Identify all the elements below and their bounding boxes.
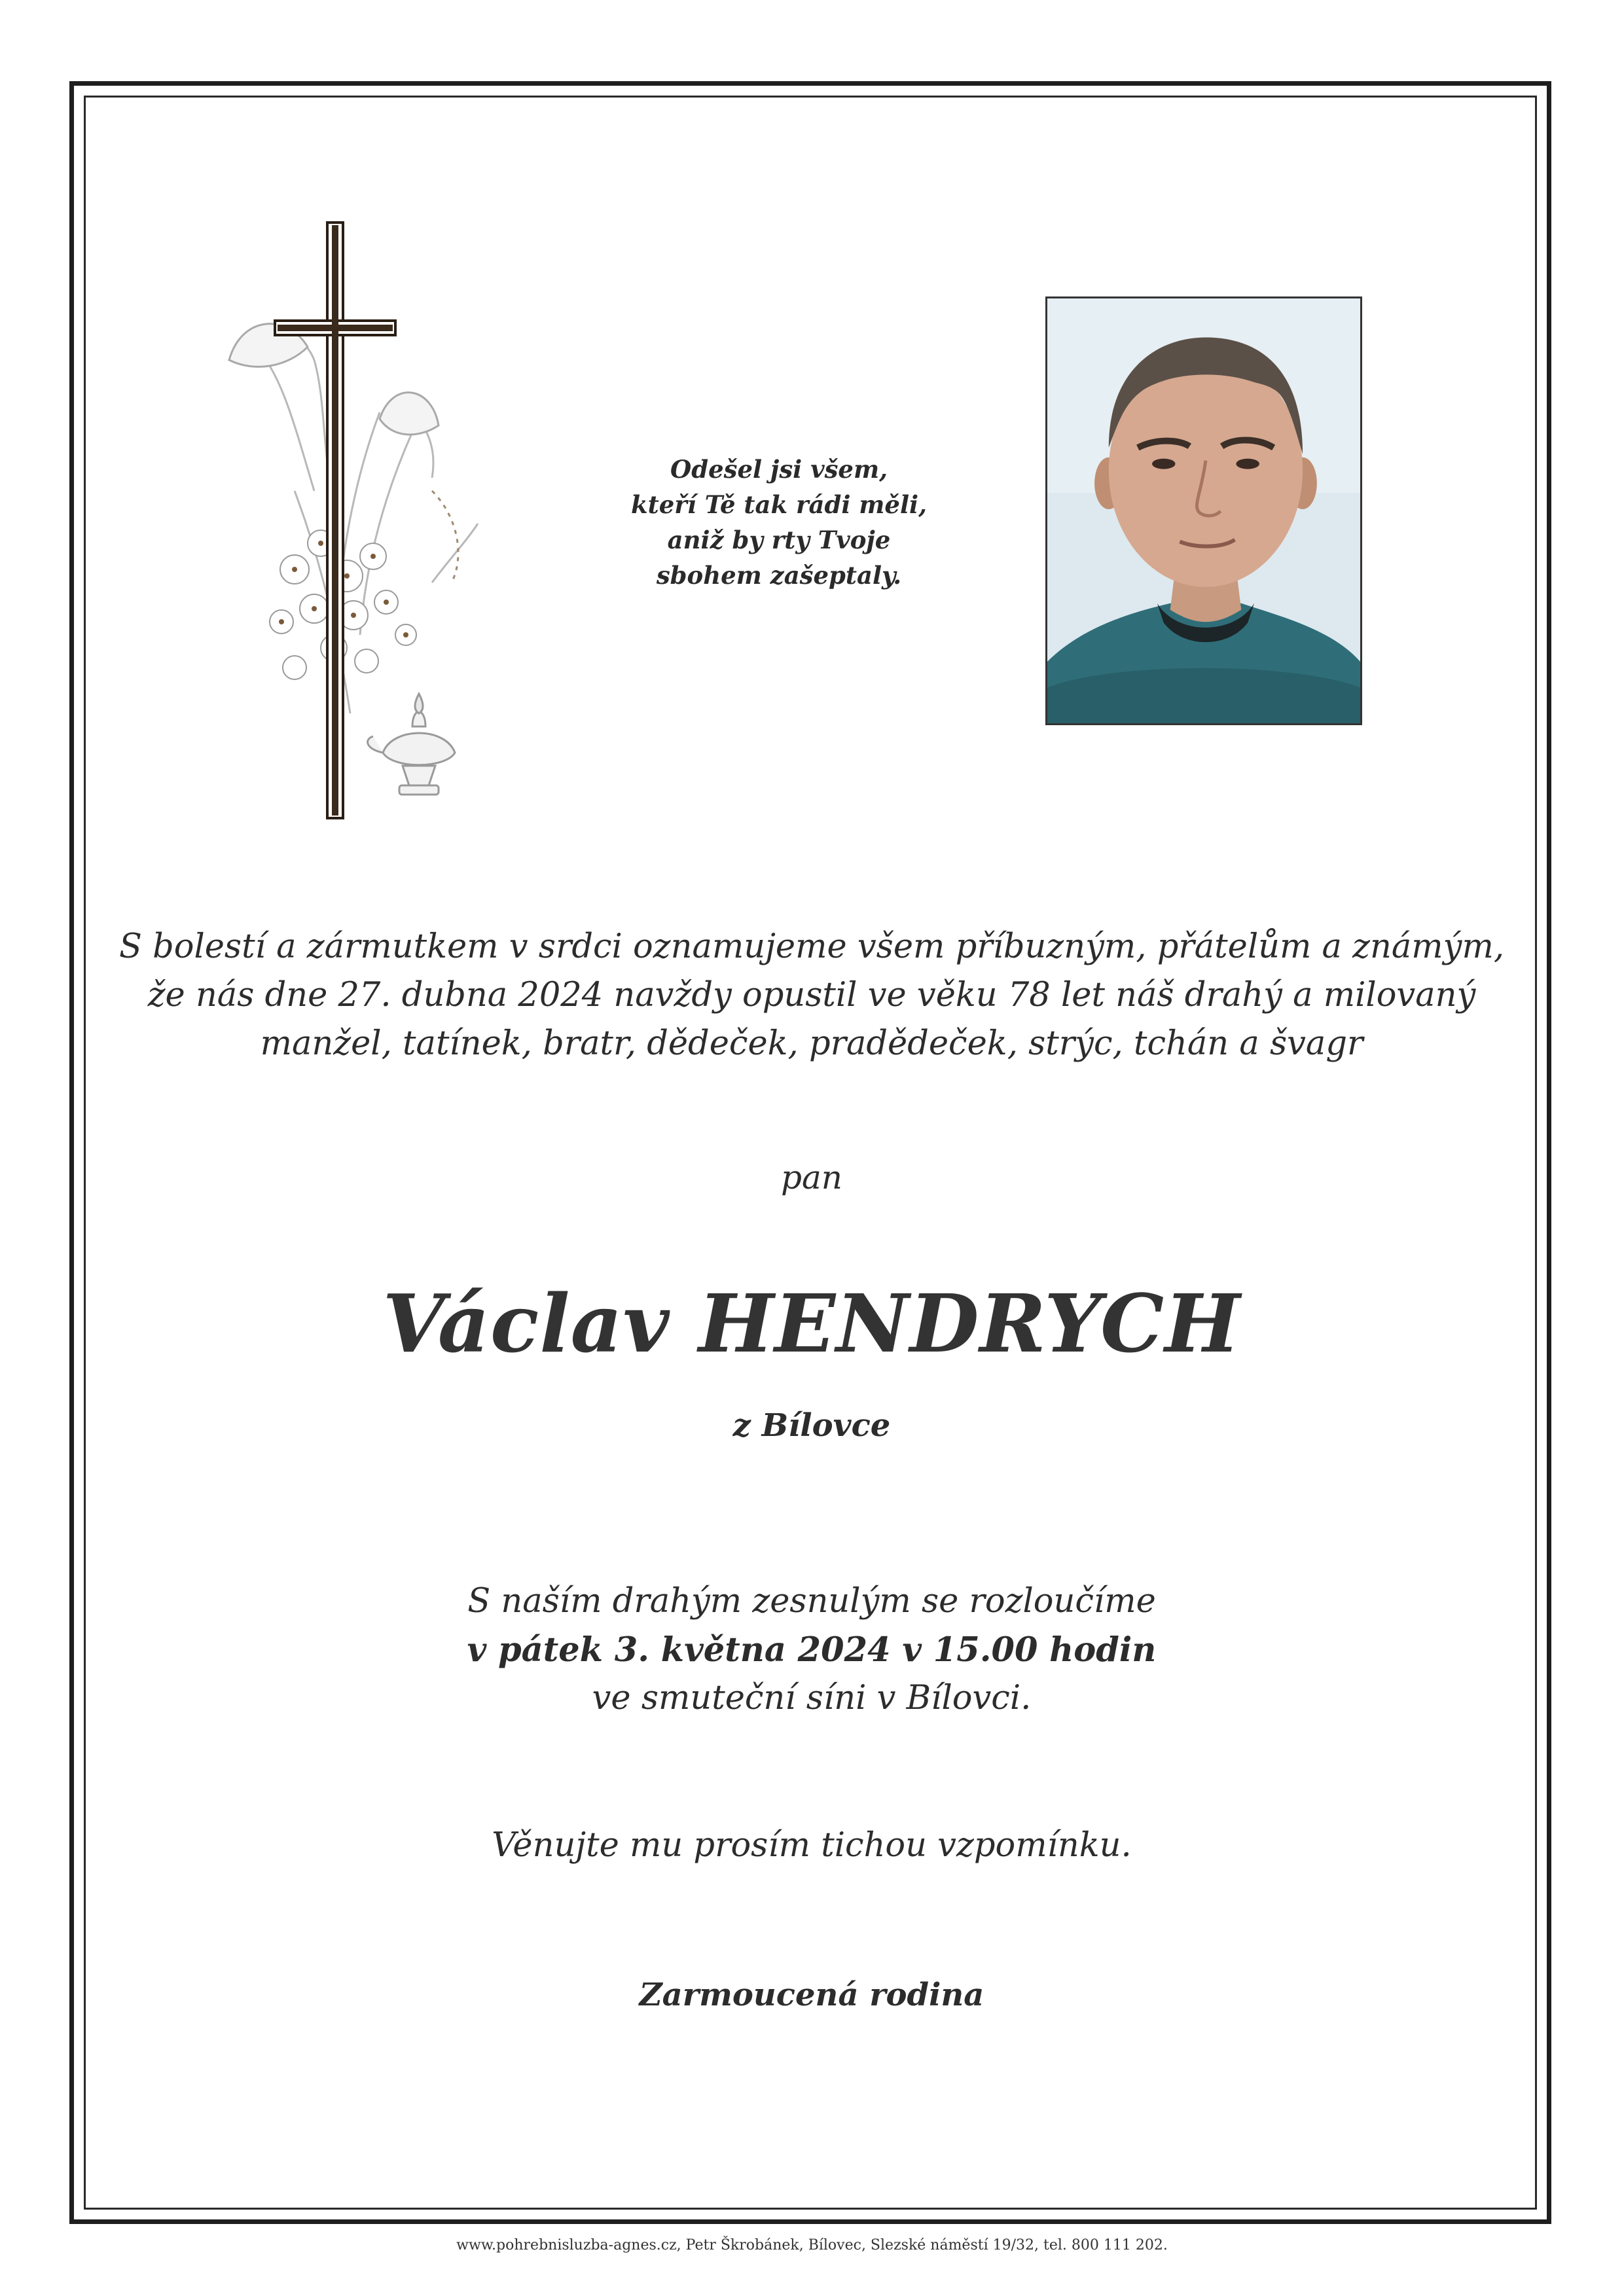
verse-line: Odešel jsi všem, [670,455,888,484]
farewell-intro: S naším drahým zesnulým se rozloučíme [467,1582,1156,1621]
verse-line: sbohem zašeptaly. [656,561,902,590]
footer-contact: www.pohrebnisluzba-agnes.cz, Petr Škrobánek, Bílovec, Slezské náměstí 19/32, tel. 800 111 202. [456,2237,1168,2253]
announcement-line: S bolestí a zármutkem v srdci oznamujeme všem příbuzným, přátelům a známým, [118,927,1505,966]
cross-with-lilies-icon [216,216,524,831]
signature: Zarmoucená rodina [639,1977,984,2013]
origin: z Bílovce [732,1407,891,1444]
memory-request: Věnujte mu prosím tichou vzpomínku. [492,1826,1132,1865]
portrait-photo [1045,296,1362,725]
farewell-date-time: v pátek 3. května 2024 v 15.00 hodin [467,1630,1157,1670]
announcement-line: že nás dne 27. dubna 2024 navždy opustil ve věku 78 let náš drahý a milovaný [147,976,1476,1014]
verse-line: kteří Tě tak rádi měli, [631,490,927,519]
verse-line: aniž by rty Tvoje [667,526,891,554]
announcement-line: manžel, tatínek, bratr, dědeček, pradědeček, strýc, tchán a švagr [260,1024,1363,1063]
farewell-details [98,1577,1525,1723]
salutation: pan [780,1158,843,1196]
memorial-verse [563,452,995,593]
deceased-name: Václav HENDRYCH [382,1276,1241,1371]
announcement-text [98,923,1525,1068]
farewell-location: ve smuteční síni v Bílovci. [592,1679,1032,1717]
